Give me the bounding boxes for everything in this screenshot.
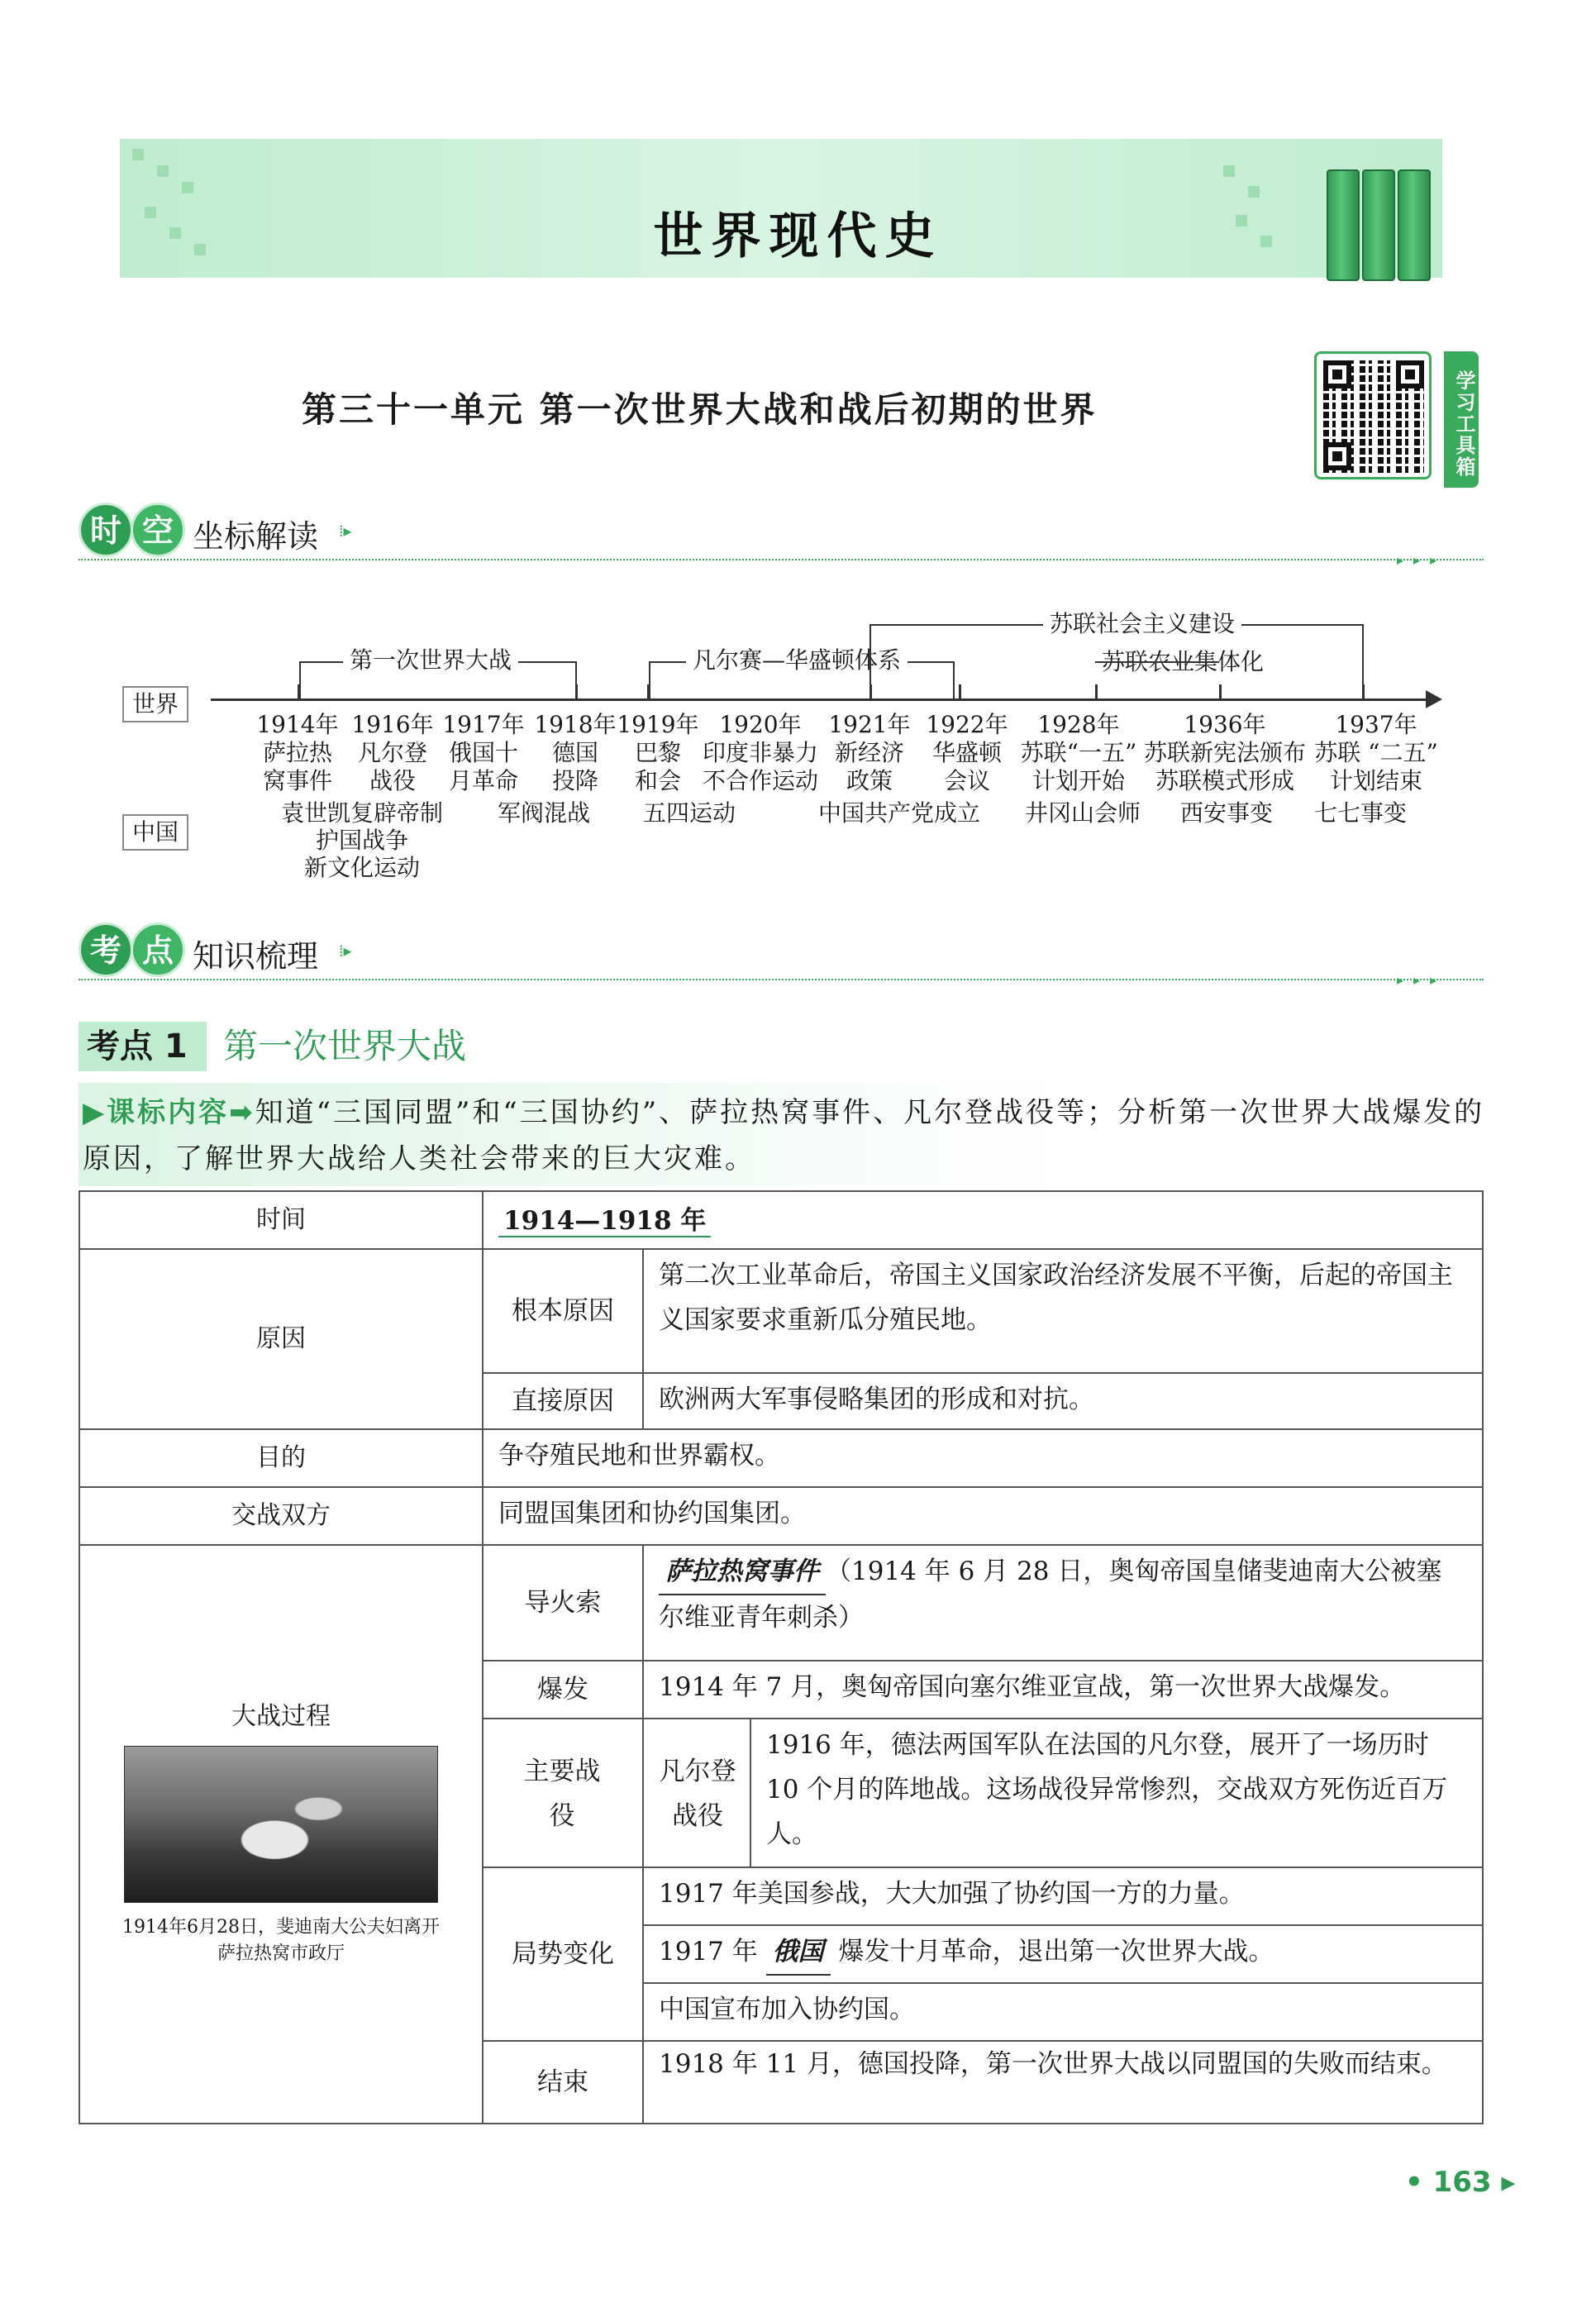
china-event: 七七事变 (1314, 799, 1408, 827)
event-line: 德国 (551, 739, 598, 766)
event-line: 政策 (846, 767, 893, 794)
china-event: 袁世凯复辟帝制 (281, 799, 444, 827)
section-title-timeline: 坐标解读 (193, 518, 319, 555)
standard-text: 知道“三国同盟”和“三国协约”、萨拉热窝事件、凡尔登战役等；分析第一次世界大战爆发的原因，了解世界大战给人类社会带来的巨大灾难。 (83, 1096, 1485, 1175)
bracket-label-ww1: 第一次世界大战 (343, 646, 518, 675)
bracket-label-soviet-build: 苏联社会主义建设 (1043, 610, 1241, 638)
battle-label-cell (482, 1718, 644, 1868)
section-divider (79, 559, 1484, 560)
event-line: 窝事件 (262, 767, 332, 794)
world-event (1310, 711, 1442, 795)
cause-direct-label: 直接原因 (482, 1372, 644, 1430)
section-arrows-icon: ▸▸▸ (1397, 552, 1447, 568)
event-line: 和会 (634, 767, 681, 794)
world-event (820, 711, 919, 795)
fuse-label: 导火索 (482, 1544, 644, 1661)
unit-title: 第三十一单元 第一次世界大战和战后初期的世界 (302, 389, 1098, 430)
row-header-sides: 交战双方 (79, 1486, 484, 1546)
change-text-2-post: 爆发十月革命，退出第一次世界大战。 (838, 1937, 1274, 1967)
event-year: 1914年 (256, 711, 339, 738)
event-year: 1919年 (617, 711, 699, 738)
banner-decoration (132, 149, 144, 160)
event-line: 计划开始 (1031, 767, 1125, 794)
end-text: 1918 年 11 月，德国投降，第一次世界大战以同盟国的失败而结束。 (642, 2040, 1484, 2124)
section-divider (79, 979, 1484, 980)
sides-text: 同盟国集团和协约国集团。 (482, 1486, 1484, 1546)
world-event (1142, 711, 1308, 795)
qr-code[interactable] (1314, 351, 1432, 479)
fuse-answer: 萨拉热窝事件 (659, 1549, 826, 1595)
china-event: 井冈山会师 (1025, 799, 1141, 827)
banner-decoration (1248, 186, 1260, 198)
event-year: 1921年 (828, 711, 911, 738)
row-label-world: 世界 (122, 686, 188, 722)
event-year: 1916年 (351, 711, 434, 738)
row-header-goal: 目的 (79, 1428, 484, 1488)
outbreak-label: 爆发 (482, 1660, 644, 1719)
photo-caption: 1914年6月28日，斐迪南大公夫妇离开萨拉热窝市政厅 (122, 1917, 440, 1964)
goal-text: 争夺殖民地和世界霸权。 (482, 1428, 1484, 1488)
banner-decoration (157, 165, 169, 177)
historical-photo (124, 1746, 438, 1903)
world-event (917, 711, 1017, 795)
timeline-axis (211, 698, 1430, 701)
banner-decoration (182, 182, 193, 193)
world-event (608, 711, 707, 795)
event-line: 苏联新宪法颁布 (1143, 739, 1306, 766)
banner-title: 世界现代史 (653, 207, 943, 265)
battle-text: 1916 年，德法两国军队在法国的凡尔登，展开了一场历时 10 个月的阵地战。这场战役异常惨烈，交战双方死伤近百万人。 (750, 1718, 1484, 1868)
event-year: 1936年 (1184, 711, 1266, 738)
event-line: 投降 (551, 767, 598, 794)
world-event (694, 711, 827, 795)
change-cell-2 (642, 1924, 1484, 1984)
timeline-arrow-icon (1426, 690, 1442, 708)
time-value: 1914—1918 年 (498, 1206, 711, 1237)
fuse-cell (642, 1544, 1484, 1661)
qr-eye (1323, 360, 1351, 389)
kaodian-tag: 考点 1 (79, 1022, 207, 1071)
section-badge-kao: 考 (79, 923, 133, 977)
qr-eye (1323, 442, 1351, 470)
event-line: 萨拉热 (262, 739, 332, 766)
row-header-time: 时间 (79, 1190, 484, 1250)
china-event: 中国共产党成立 (818, 799, 981, 827)
banner-decoration (1223, 165, 1235, 177)
section-ticks: ⁞▸ (339, 941, 352, 961)
event-line: 俄国十 (448, 739, 518, 766)
end-label: 结束 (482, 2040, 644, 2124)
event-line: 凡尔登 (357, 739, 427, 766)
event-year: 1917年 (442, 711, 525, 738)
section-ticks: ⁞▸ (339, 521, 352, 541)
change-text-2-pre: 1917 年 (659, 1937, 758, 1967)
event-line: 不合作运动 (702, 767, 818, 794)
row-header-cause: 原因 (79, 1248, 484, 1430)
kaodian-title: 第一次世界大战 (223, 1026, 467, 1066)
event-line: 月革命 (448, 767, 518, 794)
section-badge-kong: 空 (131, 503, 185, 557)
world-event (1012, 711, 1145, 795)
bracket-soviet-agri (1095, 661, 1219, 663)
row-header-process: 大战过程 (231, 1702, 331, 1731)
event-line: 华盛顿 (931, 739, 1002, 766)
row-label-china: 中国 (122, 814, 188, 851)
section-arrows-icon: ▸▸▸ (1397, 972, 1447, 988)
china-event: 新文化运动 (304, 854, 421, 881)
event-line: 会议 (943, 767, 990, 794)
change-answer: 俄国 (766, 1929, 831, 1976)
world-event (434, 711, 533, 795)
event-line: 新经济 (834, 739, 904, 766)
china-event: 西安事变 (1180, 799, 1274, 827)
change-text-1: 1917 年美国参战，大大加强了协约国一方的力量。 (642, 1866, 1484, 1926)
event-line: 印度非暴力 (702, 739, 818, 766)
bracket-label-soviet-agri: 苏联农业集体化 (1095, 648, 1270, 676)
change-text-3: 中国宣布加入协约国。 (642, 1982, 1484, 2042)
change-label: 局势变化 (482, 1866, 644, 2042)
bracket-label-versailles: 凡尔赛—华盛顿体系 (686, 646, 908, 675)
china-event: 护国战争 (316, 827, 409, 854)
section-badge-shi: 时 (79, 503, 133, 557)
event-line: 苏联 “二五” (1314, 739, 1438, 766)
fuse-text: （1914 年 6 月 28 日，奥匈帝国皇储斐迪南大公被塞尔维亚青年刺杀） (659, 1557, 1442, 1633)
time-value-cell (482, 1190, 1484, 1250)
event-year: 1928年 (1037, 711, 1120, 738)
cause-direct-text: 欧洲两大军事侵略集团的形成和对抗。 (642, 1372, 1484, 1430)
event-year: 1920年 (719, 711, 802, 738)
event-line: 苏联“一五” (1020, 739, 1137, 766)
curriculum-standard (83, 1089, 1488, 1182)
cause-root-text: 第二次工业革命后，帝国主义国家政治经济发展不平衡，后起的帝国主义国家要求重新瓜分殖民地。 (642, 1248, 1484, 1374)
section-title-knowledge: 知识梳理 (193, 938, 319, 975)
china-event: 军阀混战 (498, 799, 591, 827)
world-event (248, 711, 347, 795)
event-line: 计划结束 (1329, 767, 1422, 794)
section-badge-dian: 点 (131, 923, 185, 977)
battle-label: 主要战役 (523, 1757, 601, 1831)
battle-name: 凡尔登战役 (659, 1757, 736, 1831)
event-year: 1922年 (926, 711, 1008, 738)
qr-eye (1396, 360, 1424, 389)
china-event: 五四运动 (643, 799, 736, 827)
standard-label: ▶课标内容➡ (83, 1096, 255, 1129)
cause-root-label: 根本原因 (482, 1248, 644, 1374)
page-number: • 163 ▸ (1405, 2166, 1516, 2199)
event-line: 战役 (369, 767, 416, 794)
event-line: 苏联模式形成 (1155, 767, 1294, 794)
outbreak-text: 1914 年 7 月，奥匈帝国向塞尔维亚宣战，第一次世界大战爆发。 (642, 1660, 1484, 1719)
event-year: 1918年 (534, 711, 617, 738)
learning-toolbox-tab[interactable]: 学习工具箱 (1444, 351, 1479, 488)
event-line: 巴黎 (634, 739, 681, 766)
world-event (343, 711, 442, 795)
event-year: 1937年 (1335, 711, 1417, 738)
battle-name-cell (642, 1718, 751, 1868)
